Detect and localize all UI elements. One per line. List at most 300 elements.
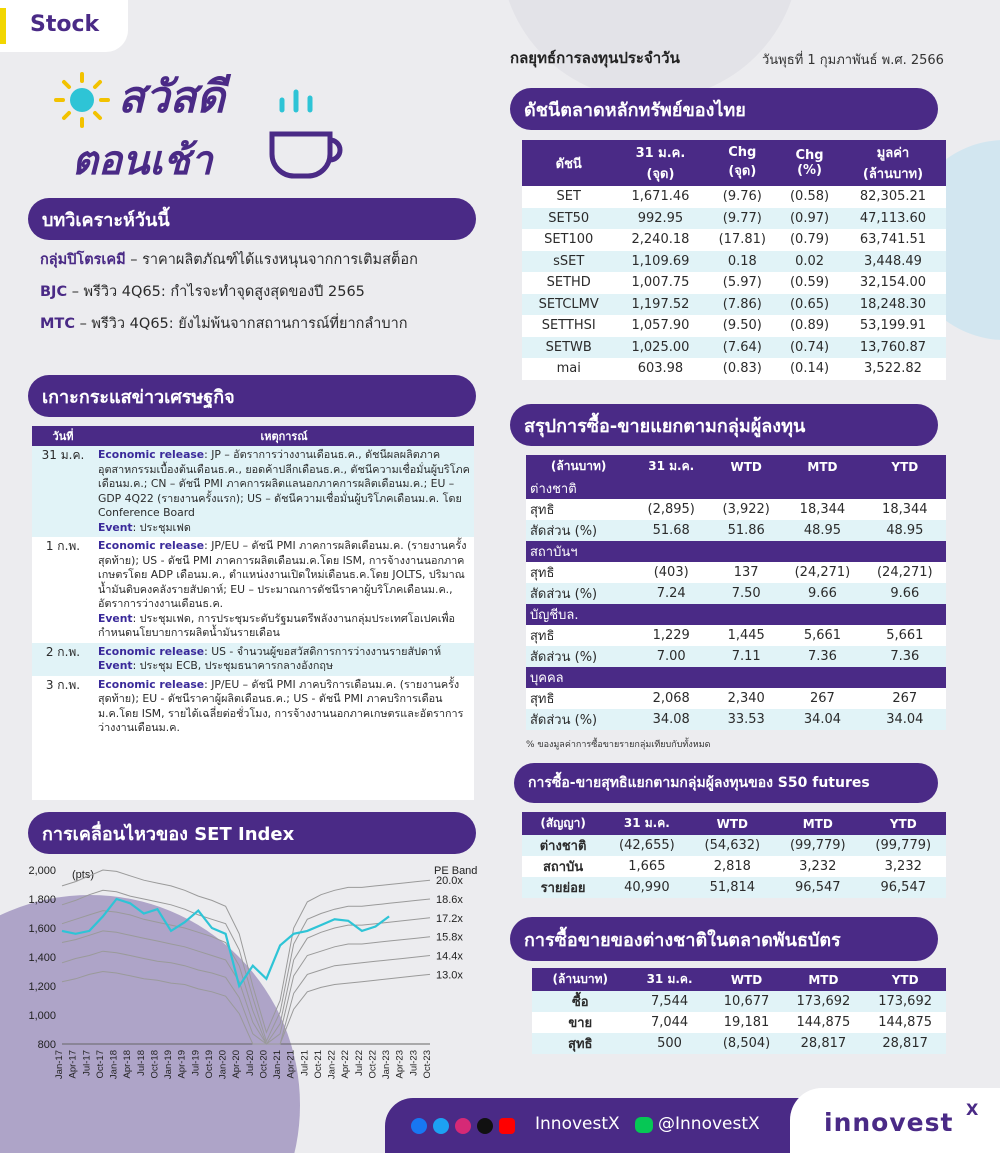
pe-band-series-label: 20.0x xyxy=(436,875,463,888)
fut-header: WTD xyxy=(690,812,775,835)
inv-value: (24,271) xyxy=(876,565,933,580)
index-name: SET100 xyxy=(522,229,615,251)
mkt-row xyxy=(522,251,946,273)
release-text: : JP – อัตราการว่างงานเดือนธ.ค., ดัชนีผลผลิตภาคอุตสาหกรรมเบื้องต้นเดือนธ.ค., ยอดค้าปลีกเดือนธ.ค., ดัชนีความเชื่อมั่นผู้บริโภคเดือนม.ค.; CN – ดัชนี PMI ภาคการผลิตแลนอกภาคการผลิตเดือนม.ค.; EU – GDP 4Q22 (รายงานครั้งแรก); US – ดัชนีความเชื่อมั่นผู้บริโภคเดือนม.ค. โดย Conference Board xyxy=(98,448,470,519)
market-title: ดัชนีตลาดหลักทรัพย์ของไทย xyxy=(524,99,746,121)
y-tick-label: 1,200 xyxy=(28,981,56,993)
inv-group-name: ต่างชาติ xyxy=(526,478,946,499)
x-tick-label: Oct-19 xyxy=(203,1050,215,1079)
mkt-row xyxy=(522,315,946,337)
greeting-line1: สวัสดี xyxy=(118,72,225,123)
mkt-value: (0.65) xyxy=(779,294,840,316)
sun-icon xyxy=(52,70,112,130)
mkt-header-line2: (ล้านบาท) xyxy=(862,167,924,182)
fut-header: 31 ม.ค. xyxy=(604,812,689,835)
release-label: Economic release xyxy=(98,644,205,658)
mkt-value: 0.02 xyxy=(779,251,840,273)
release-text: : JP/EU – ดัชนี PMI ภาคการผลิตเดือนม.ค. (รายงานครั้งสุดท้าย); US - ดัชนี PMI ภาคการผลิตเดือนม.ค.โดย ISM, การจ้างงานนอกภาคเกษตรโดย ADP เดือนม.ค., ตำแหน่งงานเปิดใหม่เดือนธ.ค.โดย JOLTS, ปริมาณน้ำมันดิบคงคลังรายสัปดาห์; EU – ประมาณการดัชนีราคาผู้บริโภคเดือนม.ค., อัตราการว่างงานเดือนธ.ค. xyxy=(98,539,467,610)
analysis-title: บทวิเคราะห์วันนี้ xyxy=(42,209,170,231)
bond-header: WTD xyxy=(711,968,783,991)
x-tick-label: Jul-19 xyxy=(190,1050,202,1076)
x-tick-label: Oct-23 xyxy=(422,1050,433,1079)
mkt-value: (0.14) xyxy=(779,358,840,380)
inv-row xyxy=(526,646,946,667)
inv-row xyxy=(526,583,946,604)
mkt-value: 13,760.87 xyxy=(840,337,946,359)
investor-banner xyxy=(510,404,938,446)
news-banner xyxy=(28,375,476,417)
mkt-value: (9.76) xyxy=(705,186,779,208)
mkt-value: 47,113.60 xyxy=(840,208,946,230)
fut-value: 3,232 xyxy=(884,859,922,874)
inv-row xyxy=(526,499,946,520)
mkt-value: 1,025.00 xyxy=(615,337,705,359)
coffee-cup-icon xyxy=(262,82,362,182)
event-text: : ประชุมเฟด xyxy=(132,520,191,534)
mkt-value: 2,240.18 xyxy=(615,229,705,251)
bond-value: 28,817 xyxy=(864,1033,946,1054)
inv-value: 1,229 xyxy=(652,628,690,643)
inv-group-row xyxy=(526,667,946,688)
set-chart-banner xyxy=(28,812,476,854)
fut-header-row xyxy=(522,812,946,835)
inv-value: 137 xyxy=(733,565,759,580)
inv-value: 9.66 xyxy=(781,583,863,604)
inv-label: สัดส่วน (%) xyxy=(526,709,631,730)
fut-value: 1,665 xyxy=(628,859,666,874)
mkt-header xyxy=(522,140,615,186)
news-detail xyxy=(94,537,474,643)
news-row xyxy=(32,537,474,643)
inv-value: (403) xyxy=(653,565,689,580)
fut-value: (99,779) xyxy=(861,835,947,856)
inv-label: สัดส่วน (%) xyxy=(526,520,631,541)
mkt-header-line2: (จุด) xyxy=(728,164,757,179)
inv-value: 2,340 xyxy=(727,691,765,706)
x-tick-label: Apr-21 xyxy=(285,1050,297,1079)
x-tick-label: Jul-18 xyxy=(135,1050,147,1076)
inv-group-row xyxy=(526,541,946,562)
news-row xyxy=(32,643,474,676)
inv-value: 9.66 xyxy=(864,583,946,604)
inv-value: 18,344 xyxy=(882,502,928,517)
inv-value: 7.36 xyxy=(781,646,863,667)
investor-note: % ของมูลค่าการซื้อขายรายกลุ่มเทียบกับทั้งหมด xyxy=(526,740,711,750)
investor-table xyxy=(526,455,946,730)
logo-box xyxy=(790,1088,1000,1153)
bond-header: (ล้านบาท) xyxy=(532,968,629,991)
futures-table xyxy=(522,812,946,898)
event-label: Event xyxy=(98,520,133,534)
bond-header: MTD xyxy=(783,968,865,991)
inv-value: 48.95 xyxy=(864,520,946,541)
x-tick-label: Apr-22 xyxy=(340,1050,352,1079)
bond-value: 500 xyxy=(629,1033,711,1054)
bond-panel xyxy=(532,968,946,1054)
bond-value: 10,677 xyxy=(711,991,783,1012)
inv-group-name: สถาบันฯ xyxy=(526,541,946,562)
x-tick-label: Jul-20 xyxy=(244,1050,256,1076)
x-tick-label: Oct-21 xyxy=(312,1050,324,1079)
x-tick-label: Jan-20 xyxy=(217,1050,229,1080)
x-tick-label: Oct-22 xyxy=(367,1050,379,1079)
news-day: 2 ก.พ. xyxy=(32,643,94,676)
set-index-chart xyxy=(10,858,500,1090)
mkt-header xyxy=(615,140,705,186)
mkt-value: 1,007.75 xyxy=(615,272,705,294)
pe-band-series-label: 17.2x xyxy=(436,912,463,925)
index-name: SETWB xyxy=(522,337,615,359)
fut-value: 96,547 xyxy=(775,877,860,898)
mkt-row xyxy=(522,186,946,208)
event-label: Event xyxy=(98,611,133,625)
bond-banner xyxy=(510,917,938,961)
mkt-value: (7.64) xyxy=(705,337,779,359)
inv-value: 34.04 xyxy=(781,709,863,730)
youtube-icon[interactable] xyxy=(499,1118,515,1134)
mkt-row xyxy=(522,229,946,251)
tiktok-icon[interactable] xyxy=(477,1118,493,1134)
inv-value: 18,344 xyxy=(799,502,846,517)
analysis-list xyxy=(40,248,480,344)
news-table xyxy=(32,426,474,738)
mkt-value: (5.97) xyxy=(705,272,779,294)
inv-value: 7.24 xyxy=(631,583,711,604)
inv-value: 7.11 xyxy=(711,646,781,667)
inv-label: สุทธิ xyxy=(530,692,555,707)
fut-value: 40,990 xyxy=(604,877,689,898)
inv-label: สัดส่วน (%) xyxy=(526,646,631,667)
analysis-item[interactable] xyxy=(40,280,480,303)
index-name: SETCLMV xyxy=(522,294,615,316)
bond-value: 28,817 xyxy=(783,1033,865,1054)
mkt-value: (0.74) xyxy=(779,337,840,359)
release-label: Economic release xyxy=(98,448,205,461)
market-banner xyxy=(510,88,938,130)
bond-value: 7,044 xyxy=(650,1015,689,1030)
fut-value: (99,779) xyxy=(775,835,860,856)
inv-row xyxy=(526,625,946,646)
bond-label: สุทธิ xyxy=(532,1033,629,1054)
fut-row xyxy=(522,856,946,877)
bond-table xyxy=(532,968,946,1054)
x-tick-label: Jan-23 xyxy=(381,1050,393,1080)
fut-value: 96,547 xyxy=(861,877,947,898)
instagram-icon[interactable] xyxy=(455,1118,471,1134)
inv-label: สุทธิ xyxy=(530,503,555,518)
fut-header: MTD xyxy=(775,812,860,835)
index-name: SETHD xyxy=(522,272,615,294)
mkt-value: (9.50) xyxy=(705,315,779,337)
analysis-item[interactable] xyxy=(40,312,480,335)
set-chart-title: การเคลื่อนไหวของ SET Index xyxy=(42,823,295,845)
analysis-banner xyxy=(28,198,476,240)
bond-title: การซื้อขายของต่างชาติในตลาดพันธบัตร xyxy=(524,929,841,951)
line-handle[interactable]: @InnovestX xyxy=(658,1114,760,1134)
inv-header: WTD xyxy=(711,455,781,478)
bond-label: ขาย xyxy=(568,1016,593,1031)
investor-panel xyxy=(526,455,946,730)
index-name: SETTHSI xyxy=(522,315,615,337)
fut-value: (42,655) xyxy=(604,835,689,856)
mkt-value: 603.98 xyxy=(615,358,705,380)
inv-value: 267 xyxy=(892,691,918,706)
bond-row xyxy=(532,991,946,1012)
x-tick-label: Jan-19 xyxy=(163,1050,175,1080)
inv-label: สัดส่วน (%) xyxy=(526,583,631,604)
news-detail xyxy=(94,643,474,676)
x-tick-label: Jul-22 xyxy=(353,1050,365,1076)
x-tick-label: Apr-23 xyxy=(394,1050,406,1079)
mkt-header-line1: มูลค่า xyxy=(876,146,910,161)
inv-value: 48.95 xyxy=(781,520,863,541)
mkt-value: 82,305.21 xyxy=(840,186,946,208)
mkt-value: (9.77) xyxy=(705,208,779,230)
mkt-header xyxy=(705,140,779,186)
analysis-key: MTC xyxy=(40,316,75,332)
x-tick-label: Jan-21 xyxy=(272,1050,284,1080)
mkt-value: 18,248.30 xyxy=(840,294,946,316)
inv-value: 7.36 xyxy=(864,646,946,667)
inv-group-row xyxy=(526,604,946,625)
analysis-text: – พรีวิว 4Q65: ยังไม่พ้นจากสถานการณ์ที่ยากลำบาก xyxy=(74,316,408,332)
x-tick-label: Jul-17 xyxy=(81,1050,93,1076)
fut-value: 2,818 xyxy=(713,859,751,874)
bond-value: 19,181 xyxy=(723,1015,770,1030)
twitter-icon[interactable] xyxy=(433,1118,449,1134)
x-tick-label: Apr-17 xyxy=(67,1050,79,1079)
inv-value: 34.04 xyxy=(864,709,946,730)
fut-value: (54,632) xyxy=(690,835,775,856)
innovestx-logo: innovest xyxy=(824,1108,954,1137)
facebook-icon[interactable] xyxy=(411,1118,427,1134)
mkt-header-line1: 31 ม.ค. xyxy=(635,146,686,161)
mkt-row xyxy=(522,337,946,359)
news-header-date: วันที่ xyxy=(32,426,94,446)
fut-label: สถาบัน xyxy=(542,860,584,875)
news-day: 3 ก.พ. xyxy=(45,677,81,692)
strategy-title: กลยุทธ์การลงทุนประจำวัน xyxy=(510,49,680,67)
mkt-header-line1: Chg xyxy=(728,145,757,160)
inv-group-name: บุคคล xyxy=(526,667,946,688)
inv-value: 7.50 xyxy=(711,583,781,604)
fut-row xyxy=(522,877,946,898)
x-tick-label: Jan-22 xyxy=(326,1050,338,1080)
inv-header-row xyxy=(526,455,946,478)
inv-header: (ล้านบาท) xyxy=(526,455,631,478)
analysis-key: กลุ่มปิโตรเคมี xyxy=(40,252,126,268)
inv-header: YTD xyxy=(864,455,946,478)
x-tick-label: Apr-19 xyxy=(176,1050,188,1079)
news-day: 31 ม.ค. xyxy=(32,446,94,537)
inv-value: (3,922) xyxy=(722,502,770,517)
fut-header: (สัญญา) xyxy=(522,812,604,835)
release-text: : JP/EU – ดัชนี PMI ภาคบริการเดือนม.ค. (รายงานครั้งสุดท้าย); EU - ดัชนีราคาผู้ผลิตเดือนธ.ค.; US - ดัชนี PMI ภาคบริการเดือนม.ค.โดย ISM, รายได้เฉลี่ยต่อชั่วโมง, การจ้างงานนอกภาคเกษตรและอัตราการว่างงานเดือนม.ค. xyxy=(98,677,464,734)
news-title: เกาะกระแสข่าวเศรษฐกิจ xyxy=(42,386,235,408)
mkt-value: (17.81) xyxy=(705,229,779,251)
x-tick-label: Oct-20 xyxy=(258,1050,270,1079)
inv-label: สุทธิ xyxy=(530,566,555,581)
greeting xyxy=(52,62,352,192)
report-date: วันพุธที่ 1 กุมภาพันธ์ พ.ศ. 2566 xyxy=(762,53,944,68)
index-name: SET xyxy=(522,186,615,208)
inv-value: 1,445 xyxy=(727,628,765,643)
pe-band-line xyxy=(62,890,430,1041)
x-tick-label: Oct-18 xyxy=(149,1050,161,1079)
analysis-text: – พรีวิว 4Q65: กำไรจะทำจุดสูงสุดของปี 2565 xyxy=(67,284,365,300)
pe-band-line xyxy=(62,951,430,1044)
mkt-row xyxy=(522,294,946,316)
mkt-header-line1: Chg xyxy=(795,148,824,163)
mkt-value: (0.89) xyxy=(779,315,840,337)
mkt-value: (0.58) xyxy=(779,186,840,208)
news-day: 1 ก.พ. xyxy=(45,539,81,553)
pe-band-series-label: 18.6x xyxy=(436,894,463,906)
pe-band-series-label: 13.0x xyxy=(436,969,463,982)
mkt-value: (0.83) xyxy=(705,358,779,380)
stock-tag xyxy=(0,0,128,52)
inv-row xyxy=(526,688,946,709)
inv-value: (2,895) xyxy=(647,502,695,517)
inv-value: 5,661 xyxy=(886,628,924,643)
mkt-header xyxy=(779,140,840,186)
pe-band-line xyxy=(62,972,430,1045)
inv-group-name: บัญชีบล. xyxy=(526,604,946,625)
event-label: Event xyxy=(98,659,133,672)
mkt-value: (0.79) xyxy=(779,229,840,251)
y-tick-label: 1,800 xyxy=(28,894,56,906)
analysis-item[interactable] xyxy=(40,248,480,271)
inv-value: 267 xyxy=(810,691,835,706)
bond-value: (8,504) xyxy=(711,1033,783,1054)
bond-label: ซื้อ xyxy=(532,991,629,1012)
mkt-value: 992.95 xyxy=(615,208,705,230)
x-tick-label: Apr-18 xyxy=(122,1050,134,1079)
y-tick-label: 1,400 xyxy=(28,952,56,964)
mkt-value: 1,197.52 xyxy=(615,294,705,316)
social-icons xyxy=(411,1118,515,1134)
mkt-value: 0.18 xyxy=(705,251,779,273)
inv-value: 7.00 xyxy=(631,646,711,667)
brand-name[interactable]: InnovestX xyxy=(535,1114,620,1134)
mkt-value: 32,154.00 xyxy=(840,272,946,294)
mkt-row xyxy=(522,272,946,294)
x-tick-label: Oct-17 xyxy=(94,1050,106,1079)
investor-title: สรุปการซื้อ-ขายแยกตามกลุ่มผู้ลงทุน xyxy=(524,415,806,437)
bond-value: 144,875 xyxy=(796,1015,851,1030)
inv-header: MTD xyxy=(781,455,863,478)
inv-label: สุทธิ xyxy=(530,629,555,644)
line-icon[interactable] xyxy=(635,1117,653,1133)
fut-label: ต่างชาติ xyxy=(522,835,604,856)
inv-value: 2,068 xyxy=(652,691,690,706)
x-tick-label: Jul-21 xyxy=(299,1050,311,1076)
mkt-value: 3,448.49 xyxy=(840,251,946,273)
mkt-header-line1: ดัชนี xyxy=(555,156,582,172)
news-detail xyxy=(94,676,474,738)
news-panel xyxy=(32,426,474,800)
inv-value: 34.08 xyxy=(631,709,711,730)
pe-band-label: PE Band xyxy=(434,865,478,877)
futures-banner xyxy=(514,763,938,803)
event-text: : ประชุม ECB, ประชุมธนาคารกลางอังกฤษ xyxy=(132,659,334,672)
fut-row xyxy=(522,835,946,856)
bond-header: YTD xyxy=(864,968,946,991)
pe-band-series-label: 14.4x xyxy=(436,950,463,963)
index-name: sSET xyxy=(522,251,615,273)
mkt-value: (0.59) xyxy=(779,272,840,294)
release-text: : US - จำนวนผู้ขอสวัสดิการการว่างงานรายสัปดาห์ xyxy=(204,644,442,658)
mkt-value: (0.97) xyxy=(779,208,840,230)
mkt-header xyxy=(840,140,946,186)
inv-group-row xyxy=(526,478,946,499)
inv-value: 51.68 xyxy=(631,520,711,541)
x-tick-label: Jan-18 xyxy=(108,1050,120,1080)
pe-band-line xyxy=(62,870,430,1032)
fut-header: YTD xyxy=(861,812,947,835)
inv-row xyxy=(526,709,946,730)
inv-row xyxy=(526,520,946,541)
tag-label: Stock xyxy=(30,12,100,37)
y-tick-label: 2,000 xyxy=(28,865,56,877)
innovestx-logo-x: X xyxy=(966,1100,979,1119)
inv-row xyxy=(526,562,946,583)
x-tick-label: Jan-17 xyxy=(54,1050,65,1080)
inv-header: 31 ม.ค. xyxy=(631,455,711,478)
news-row xyxy=(32,446,474,537)
fut-value: 51,814 xyxy=(690,877,775,898)
market-table xyxy=(522,140,946,380)
market-panel xyxy=(522,140,946,380)
greeting-line2: ตอนเช้า xyxy=(72,138,213,184)
bond-header-row xyxy=(532,968,946,991)
news-header-event: เหตุการณ์ xyxy=(94,426,474,446)
inv-value: 33.53 xyxy=(711,709,781,730)
release-label: Economic release xyxy=(98,539,205,552)
mkt-value: 1,671.46 xyxy=(615,186,705,208)
bond-value: 173,692 xyxy=(783,991,865,1012)
y-tick-label: 800 xyxy=(37,1039,56,1051)
bond-row xyxy=(532,1033,946,1054)
mkt-value: 1,057.90 xyxy=(615,315,705,337)
mkt-value: 53,199.91 xyxy=(840,315,946,337)
mkt-header-line2: (จุด) xyxy=(646,167,675,182)
y-tick-label: 1,600 xyxy=(28,923,56,935)
bond-value: 7,544 xyxy=(629,991,711,1012)
fut-value: 3,232 xyxy=(799,859,837,874)
inv-value: 51.86 xyxy=(711,520,781,541)
news-row xyxy=(32,676,474,738)
event-text: : ประชุมเฟด, การประชุมระดับรัฐมนตรีพลังงานกลุ่มประเทศโอเปคเพื่อกำหนดนโยบายการผลิตน้ำมันรายเดือน xyxy=(98,611,456,639)
bond-row xyxy=(532,1012,946,1033)
bond-header: 31 ม.ค. xyxy=(629,968,711,991)
inv-value: (24,271) xyxy=(794,565,851,580)
fut-label: รายย่อย xyxy=(522,877,604,898)
inv-value: 5,661 xyxy=(803,628,842,643)
release-label: Economic release xyxy=(98,677,205,691)
futures-title: การซื้อ-ขายสุทธิแยกตามกลุ่มผู้ลงทุนของ S50 futures xyxy=(528,775,870,791)
analysis-text: – ราคาผลิตภัณฑ์ได้แรงหนุนจากการเติมสต็อก xyxy=(125,252,418,268)
x-tick-label: Apr-20 xyxy=(231,1050,243,1079)
y-tick-label: 1,000 xyxy=(28,1010,56,1022)
index-name: SET50 xyxy=(522,208,615,230)
y-axis-label: (pts) xyxy=(72,869,94,881)
analysis-key: BJC xyxy=(40,284,68,300)
mkt-value: 3,522.82 xyxy=(840,358,946,380)
mkt-row xyxy=(522,208,946,230)
mkt-header-line2: (%) xyxy=(797,163,822,178)
bond-value: 144,875 xyxy=(878,1015,932,1030)
